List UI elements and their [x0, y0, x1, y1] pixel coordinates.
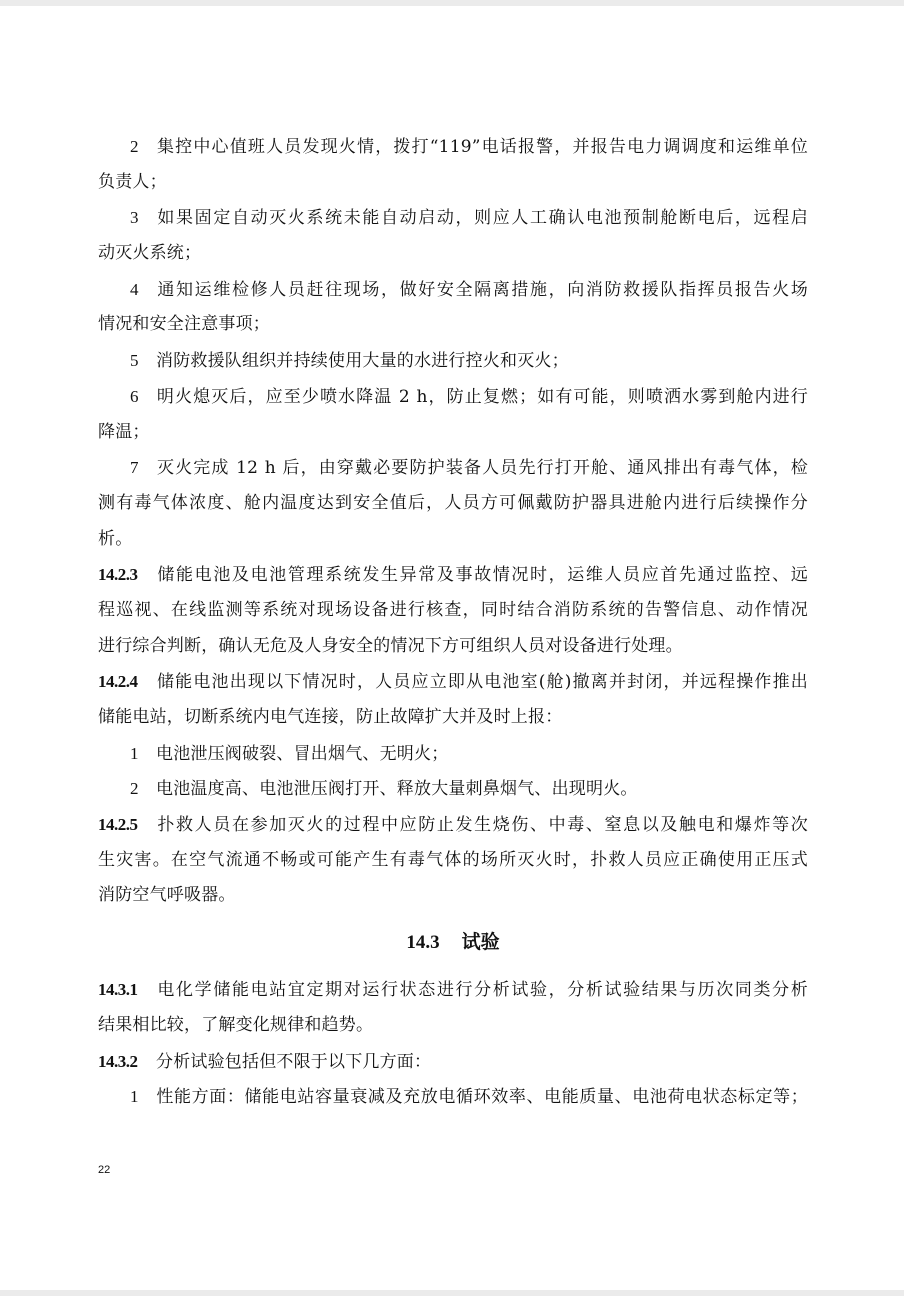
list-text-continued: 析。	[98, 528, 133, 549]
list-text-continued: 情况和安全注意事项；	[98, 314, 270, 335]
list-text: 电池泄压阀破裂、冒出烟气、无明火；	[156, 743, 449, 764]
clause-text-continued: 进行综合判断，确认无危及人身安全的情况下方可组织人员对设备进行处理。	[98, 635, 683, 656]
list-number: 6	[130, 386, 139, 406]
list-text: 通知运维检修人员赶往现场，做好安全隔离措施，向消防救援队指挥员报告火场	[156, 279, 808, 300]
list-text: 明火熄灭后，应至少喷水降温 2 h，防止复燃；如有可能，则喷洒水雾到舱内进行	[156, 386, 808, 407]
clause-number: 14.2.5	[98, 815, 138, 835]
clause-text: 分析试验包括但不限于以下几方面：	[156, 1051, 432, 1072]
list-text: 如果固定自动灭火系统未能自动启动，则应人工确认电池预制舱断电后，远程启	[156, 208, 808, 229]
list-text: 集控中心值班人员发现火情，拨打“119”电话报警，并报告电力调调度和运维单位	[156, 137, 808, 157]
list-number: 2	[130, 137, 139, 156]
clause-text-continued: 程巡视、在线监测等系统对现场设备进行核查，同时结合消防系统的告警信息、动作情况	[98, 599, 808, 620]
clause-text: 储能电池出现以下情况时，人员应立即从电池室(舱)撤离并封闭，并远程操作推出	[156, 672, 808, 693]
clause-text: 储能电池及电池管理系统发生异常及事故情况时，运维人员应首先通过监控、远	[156, 565, 808, 586]
list-text: 消防救援队组织并持续使用大量的水进行控火和灭火；	[156, 351, 569, 372]
clause-text: 电化学储能电站宜定期对运行状态进行分析试验，分析试验结果与历次同类分析	[156, 980, 808, 1001]
list-number: 3	[130, 208, 139, 228]
list-number: 2	[130, 779, 139, 799]
list-number: 5	[130, 351, 139, 371]
section-heading	[98, 914, 808, 972]
list-item-6	[98, 379, 808, 450]
section-number: 14.3	[406, 932, 440, 954]
list-text-continued: 负责人；	[98, 171, 167, 192]
list-item-5	[98, 343, 808, 379]
sub-item-1	[98, 736, 808, 772]
clause-14-2-3	[98, 557, 808, 664]
list-text-continued: 动灭火系统；	[98, 243, 202, 264]
section-title: 试验	[461, 932, 500, 954]
document-page	[98, 129, 808, 1115]
list-text: 电池温度高、电池泄压阀打开、释放大量刺鼻烟气、出现明火。	[156, 779, 638, 800]
clause-text-continued: 消防空气呼吸器。	[98, 885, 236, 906]
clause-number: 14.3.2	[98, 1051, 138, 1071]
clause-14-2-4	[98, 664, 808, 807]
clause-14-3-2	[98, 1044, 808, 1115]
clause-number: 14.2.3	[98, 565, 138, 585]
list-number: 7	[130, 458, 139, 478]
list-item-2	[98, 129, 808, 200]
list-text-continued: 降温；	[98, 421, 150, 442]
list-item-7	[98, 450, 808, 557]
list-text: 灭火完成 12 h 后，由穿戴必要防护装备人员先行打开舱、通风排出有毒气体，检	[156, 458, 808, 479]
clause-14-2-5	[98, 807, 808, 914]
viewer-top-band	[0, 0, 904, 6]
clause-text: 扑救人员在参加灭火的过程中应防止发生烧伤、中毒、窒息以及触电和爆炸等次	[156, 815, 808, 836]
clause-text-continued: 结果相比较，了解变化规律和趋势。	[98, 1014, 374, 1035]
list-text: 性能方面：储能电站容量衰减及充放电循环效率、电能质量、电池荷电状态标定等；	[156, 1087, 808, 1108]
page-number: 22	[98, 1164, 111, 1176]
list-item-4	[98, 272, 808, 343]
sub-item-2	[98, 771, 808, 807]
list-text-continued: 测有毒气体浓度、舱内温度达到安全值后，人员方可佩戴防护器具进舱内进行后续操作分	[98, 492, 808, 513]
list-number: 1	[130, 1087, 139, 1107]
clause-text-continued: 储能电站，切断系统内电气连接，防止故障扩大并及时上报：	[98, 707, 563, 727]
list-number: 1	[130, 743, 139, 763]
viewer-bottom-band	[0, 1290, 904, 1296]
clause-number: 14.3.1	[98, 980, 138, 1000]
clause-14-3-1	[98, 972, 808, 1043]
sub-item-1	[98, 1079, 808, 1115]
list-item-3	[98, 200, 808, 271]
clause-number: 14.2.4	[98, 672, 138, 692]
list-number: 4	[130, 279, 139, 299]
clause-text-continued: 生灾害。在空气流通不畅或可能产生有毒气体的场所灭火时，扑救人员应正确使用正压式	[98, 849, 808, 870]
